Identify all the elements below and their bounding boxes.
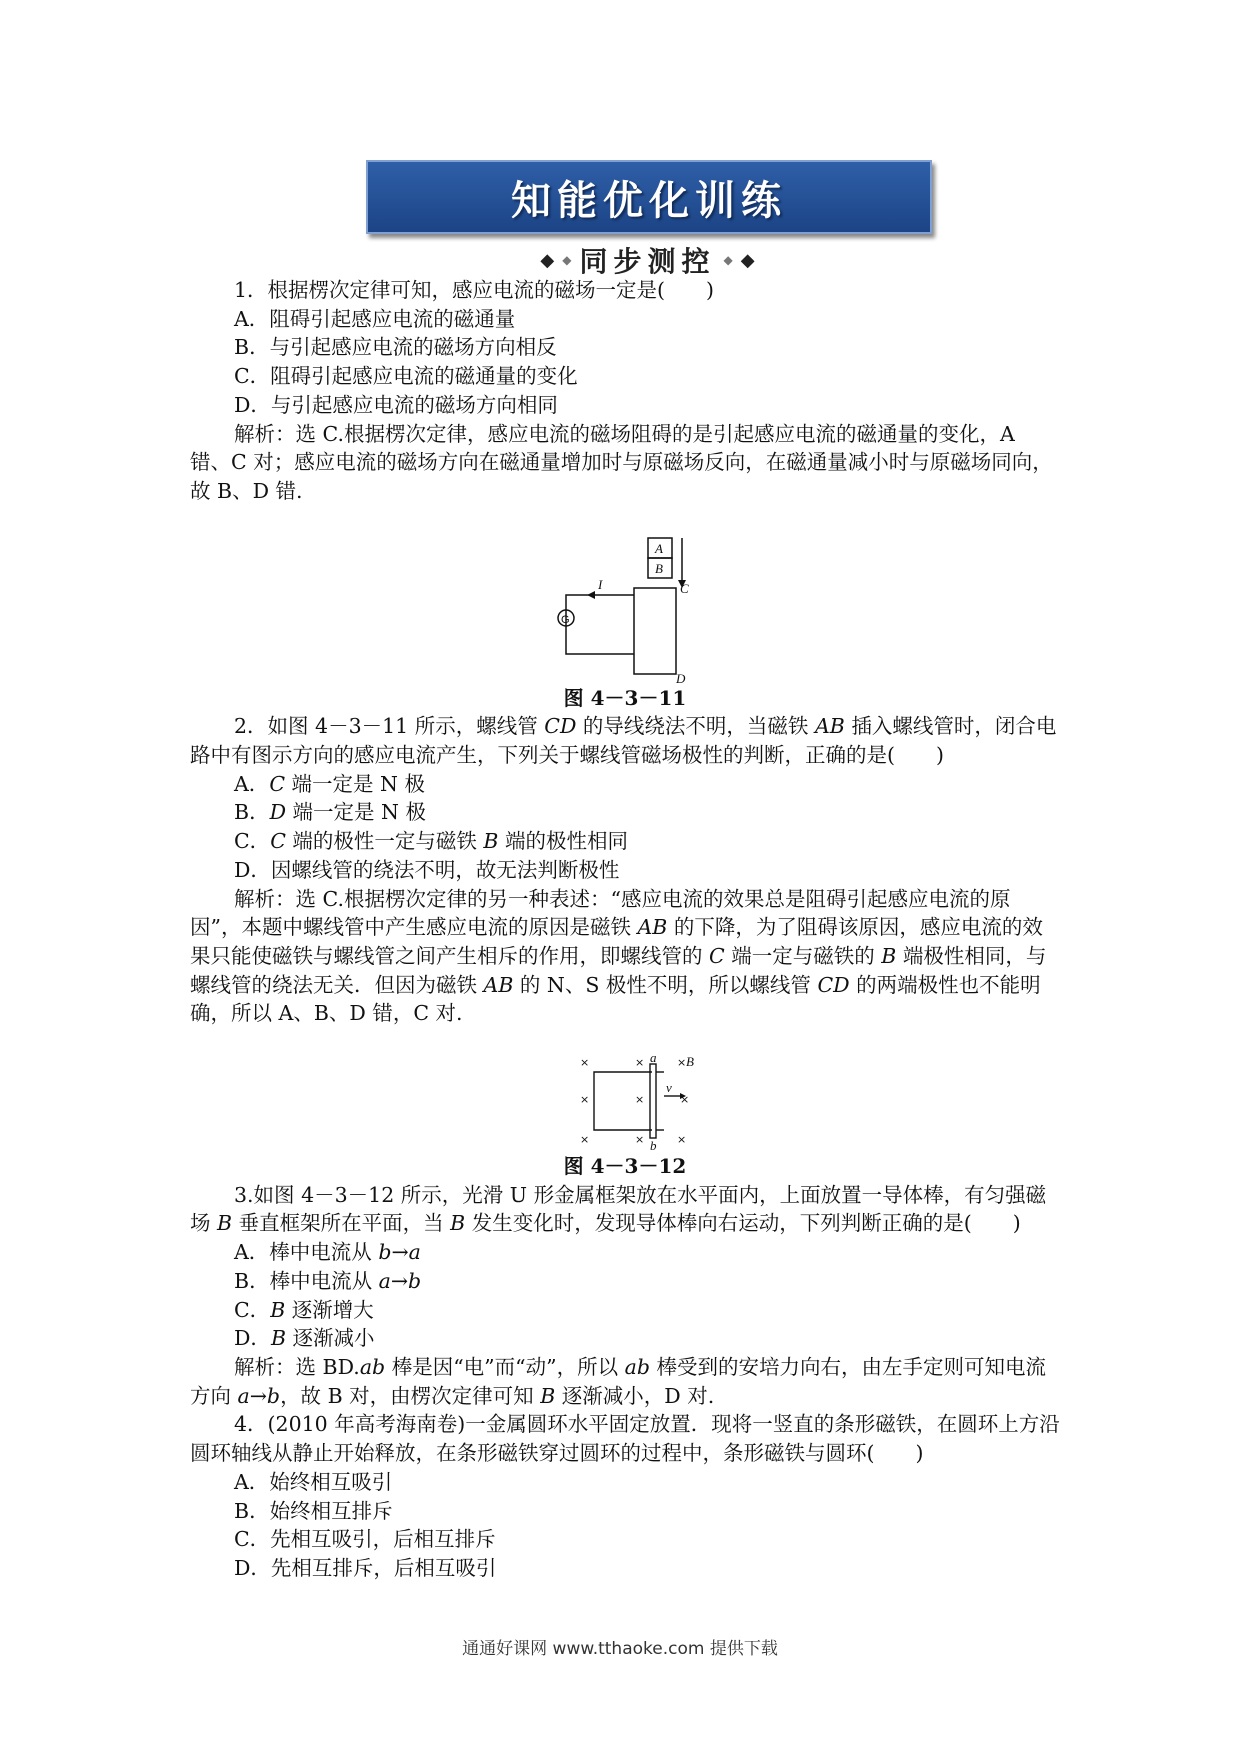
opt-var: B <box>483 829 499 854</box>
q2-analysis <box>190 885 1060 1029</box>
opt-text: 逐渐减小 <box>286 1326 375 1351</box>
q3-stem-text: 发生变化时，发现导体棒向右运动，下列判断正确的是( ) <box>465 1211 1021 1236</box>
analysis-var: B <box>881 943 897 968</box>
analysis-text: 解析：选 BD. <box>234 1354 360 1379</box>
analysis-text: 端极性相同，与螺线管的绕法无关．但因为磁铁 <box>190 943 1047 997</box>
opt-var: D <box>269 800 287 825</box>
field-x: × <box>635 1056 645 1070</box>
analysis-var: CD <box>817 972 850 997</box>
label-field-b: B <box>686 1054 694 1070</box>
q4-option-b: B．始终相互排斥 <box>234 1498 393 1523</box>
q3-var-b: B <box>217 1211 233 1236</box>
diamond-icon: ◆ <box>740 249 755 271</box>
opt-letter: C． <box>234 1297 271 1322</box>
q2-stem-text: 插入螺线管时，闭合电路中有图示方向的感应电流产生，下列关于螺线管磁场极性的判断，正确的是( ) <box>190 714 1057 768</box>
analysis-text: 端一定与磁铁的 <box>724 943 882 968</box>
analysis-var: B <box>540 1383 556 1408</box>
opt-text: 端的极性相同 <box>498 829 629 854</box>
opt-text: 端一定是 N 极 <box>286 800 427 825</box>
q3-stem-text: 3.如图 4－3－12 所示，光滑 U 形金属框架放在水平面内，上面放置一导体棒，有匀强磁场 <box>190 1182 1047 1236</box>
analysis-text: ，故 B 对，由楞次定律可知 <box>280 1383 541 1408</box>
q1-option-b: B．与引起感应电流的磁场方向相反 <box>234 335 557 360</box>
q3-option-b <box>190 1267 1060 1296</box>
q4-option-c: C．先相互吸引，后相互排斥 <box>234 1527 496 1552</box>
analysis-text: 棒受到的安培力向右，由左手定则可知电流方向 <box>190 1354 1046 1408</box>
q2-stem-text: 的导线绕法不明，当磁铁 <box>576 714 815 739</box>
rail-diagram <box>190 1052 1060 1152</box>
field-x: × <box>635 1093 645 1107</box>
analysis-var: AB <box>483 972 514 997</box>
opt-var: B <box>270 1297 286 1322</box>
opt-letter: C． <box>234 829 271 854</box>
opt-text: 逐渐增大 <box>285 1297 374 1322</box>
opt-text: 端一定是 N 极 <box>285 771 425 796</box>
field-x: × <box>635 1133 645 1147</box>
label-d: D <box>676 670 686 684</box>
q2-option-d: D．因螺线管的绕法不明，故无法判断极性 <box>234 857 620 882</box>
field-x: × <box>677 1133 687 1147</box>
q2-stem <box>190 712 1060 769</box>
opt-text: A．棒中电流从 <box>234 1240 379 1265</box>
figure-caption-12: 图 4－3－12 <box>563 1154 687 1179</box>
conductor-rod <box>650 1064 656 1138</box>
label-a: A <box>655 540 663 556</box>
circuit-wire <box>566 595 634 654</box>
diamond-small-icon: ◆ <box>723 253 733 267</box>
analysis-text: 的 N、S 极性不明，所以螺线管 <box>513 972 818 997</box>
field-x: × <box>680 1093 690 1107</box>
q3-stem-text: 垂直框架所在平面，当 <box>232 1211 451 1236</box>
banner-title: 知能优化训练 <box>511 177 787 224</box>
section-heading <box>515 240 780 280</box>
q4-option-d: D．先相互排斥，后相互吸引 <box>234 1555 497 1580</box>
q2-stem-text: 2．如图 4－3－11 所示，螺线管 <box>234 714 545 739</box>
title-banner <box>366 160 932 234</box>
current-arrow-icon <box>587 591 595 599</box>
q2-option-c <box>190 827 1060 856</box>
q1-analysis: 解析：选 C.根据楞次定律，感应电流的磁场阻碍的是引起感应电流的磁通量的变化，A 错、C 对；感应电流的磁场方向在磁通量增加时与原磁场反向，在磁通量减小时与原磁场同向，故 B、D 错. <box>190 421 1053 503</box>
diamond-icon: ◆ <box>540 249 555 271</box>
analysis-text: 棒是因“电”而“动”，所以 <box>385 1354 625 1379</box>
q1-option-c: C．阻碍引起感应电流的磁通量的变化 <box>234 364 578 389</box>
analysis-var: C <box>709 943 725 968</box>
figure-solenoid <box>190 534 1060 684</box>
analysis-text: 的下降，为了阻碍该原因，感应电流的效果只能使磁铁与螺线管之间产生相斥的作用，即螺线管的 <box>190 915 1043 968</box>
q2-var-cd: CD <box>544 714 577 739</box>
field-x: × <box>580 1133 590 1147</box>
opt-var: B <box>270 1326 287 1351</box>
diamond-small-icon: ◆ <box>562 253 572 267</box>
q4-option-a: A．始终相互吸引 <box>234 1469 393 1494</box>
document-body <box>190 276 1060 1583</box>
q1-option-a: A．阻碍引起感应电流的磁通量 <box>234 306 516 331</box>
q2-option-b <box>190 798 1060 827</box>
opt-text: 端的极性一定与磁铁 <box>285 829 484 854</box>
q3-option-c <box>190 1296 1060 1325</box>
analysis-text: 的两端极性也不能明确，所以 A、B、D 错，C 对. <box>190 972 1041 1026</box>
figure-rail <box>190 1052 1060 1152</box>
label-a: a <box>650 1052 657 1066</box>
analysis-var: AB <box>637 915 668 940</box>
q3-var-b: B <box>450 1211 466 1236</box>
section-title: 同步测控 <box>579 245 716 278</box>
opt-var: C <box>269 771 285 796</box>
analysis-text: 逐渐减小，D 对. <box>555 1383 715 1408</box>
opt-text: B．棒中电流从 <box>234 1268 379 1293</box>
analysis-var: ab <box>624 1354 650 1379</box>
field-x: × <box>580 1093 590 1107</box>
analysis-text: 解析：选 C.根据楞次定律的另一种表述：“感应电流的效果总是阻碍引起感应电流的原因”，本题中螺线管中产生感应电流的原因是磁铁 <box>190 886 1011 940</box>
figure-caption-11: 图 4－3－11 <box>563 685 687 710</box>
opt-var: a→b <box>378 1268 422 1293</box>
q3-option-d <box>190 1324 1060 1353</box>
q1-stem: 1．根据楞次定律可知，感应电流的磁场一定是( ) <box>234 278 715 302</box>
galvanometer-label: G <box>561 613 570 626</box>
opt-var: C <box>270 829 286 854</box>
solenoid-cd <box>634 588 676 674</box>
field-x: × <box>677 1056 687 1070</box>
opt-letter: D． <box>234 1326 271 1351</box>
page-footer: 通通好课网 www.tthaoke.com 提供下载 <box>462 1639 778 1659</box>
q3-analysis <box>190 1353 1060 1410</box>
q4-stem: 4．(2010 年高考海南卷)一金属圆环水平固定放置．现将一竖直的条形磁铁，在圆环上方沿圆环轴线从静止开始释放，在条形磁铁穿过圆环的过程中，条形磁铁与圆环( ) <box>190 1412 1060 1466</box>
q2-option-a <box>190 770 1060 799</box>
analysis-var: a→b <box>237 1383 281 1408</box>
solenoid-diagram <box>190 534 1060 684</box>
q1-option-d: D．与引起感应电流的磁场方向相同 <box>234 392 558 417</box>
label-i: I <box>598 576 603 592</box>
label-b: b <box>650 1138 657 1153</box>
label-v: v <box>666 1080 672 1096</box>
q2-var-ab: AB <box>814 714 845 739</box>
opt-var: b→a <box>378 1240 421 1265</box>
label-c: C <box>680 580 689 596</box>
q3-stem <box>190 1181 1060 1238</box>
opt-letter: B． <box>234 800 270 825</box>
field-x: × <box>580 1056 590 1070</box>
opt-letter: A． <box>234 771 270 796</box>
analysis-var: ab <box>359 1354 386 1379</box>
q3-option-a <box>190 1238 1060 1267</box>
label-b: B <box>655 560 663 576</box>
